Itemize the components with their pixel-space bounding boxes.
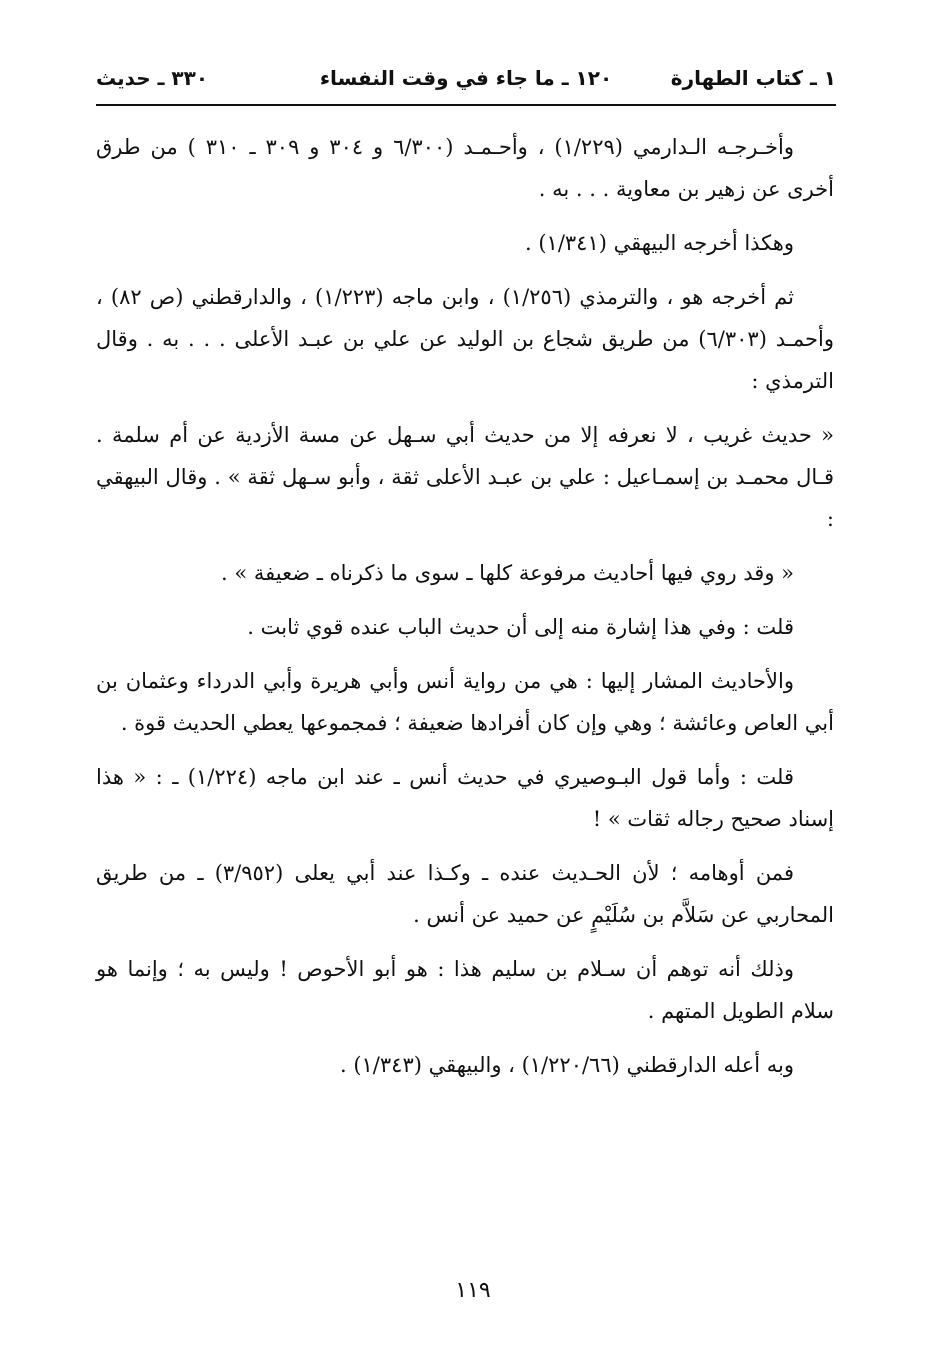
header-book-title: ١ ـ كتاب الطهارة <box>670 66 836 90</box>
paragraph: والأحاديث المشار إليها : هي من رواية أنس وأبي هريرة وأبي الدرداء وعثمان بن أبي العاص وعائشة ؛ وهي وإن كان أفرادها ضعيفة ؛ فمجموعها يعطي الحديث قوة . <box>96 669 834 735</box>
paragraph: وبه أعله الدارقطني (١/٢٢٠/٦٦) ، والبيهقي (١/٣٤٣) . <box>339 1053 794 1077</box>
header-divider <box>96 104 836 106</box>
paragraph: وهكذا أخرجه البيهقي (١/٣٤١) . <box>525 231 794 255</box>
paragraph: قلت : وأما قول البـوصيري في حديث أنس ـ عند ابن ماجه (١/٢٢٤) ـ : « هذا إسناد صحيح رجاله ثقات » ! <box>96 765 834 831</box>
page-number: ١١٩ <box>455 1278 491 1303</box>
running-header <box>96 66 836 98</box>
paragraph: وأخـرجـه الـدارمي (١/٢٢٩) ، وأحـمـد (٦/٣٠٠ و ٣٠٤ و ٣٠٩ ـ ٣١٠ ) من طرق أخرى عن زهير بن معاوية . . . به . <box>96 135 834 201</box>
quote-paragraph: « حديث غريب ، لا نعرفه إلا من حديث أبي سـهل عن مسة الأزدية عن أم سلمة . قـال محمـد بن إسمـاعيل : علي بن عبـد الأعلى ثقة ، وأبو سـهل ثقة » . وقال البيهقي : <box>96 423 834 531</box>
header-hadith-number: ٣٣٠ ـ حديث <box>96 66 209 90</box>
body-text <box>96 126 834 1098</box>
quote-paragraph: « وقد روي فيها أحاديث مرفوعة كلها ـ سوى ما ذكرناه ـ ضعيفة » . <box>221 561 794 585</box>
paragraph: قلت : وفي هذا إشارة منه إلى أن حديث الباب عنده قوي ثابت . <box>247 615 794 639</box>
paragraph: ثم أخرجه هو ، والترمذي (١/٢٥٦) ، وابن ماجه (١/٢٢٣) ، والدارقطني (ص ٨٢) ، وأحمـد (٦/٣٠٣) من طريق شجاع بن الوليد عن علي بن عبـد الأعلى . . . به . وقال الترمذي : <box>96 285 834 393</box>
header-chapter-title: ١٢٠ ـ ما جاء في وقت النفساء <box>319 66 613 90</box>
paragraph: فمن أوهامه ؛ لأن الحـديث عنده ـ وكـذا عند أبي يعلى (٣/٩٥٢) ـ من طريق المحاربي عن سَلاَّم بن سُلَيْمٍ عن حميد عن أنس . <box>96 861 834 927</box>
paragraph: وذلك أنه توهم أن سـلام بن سليم هذا : هو أبو الأحوص ! وليس به ؛ وإنما هو سلام الطويل المتهم . <box>96 957 834 1023</box>
